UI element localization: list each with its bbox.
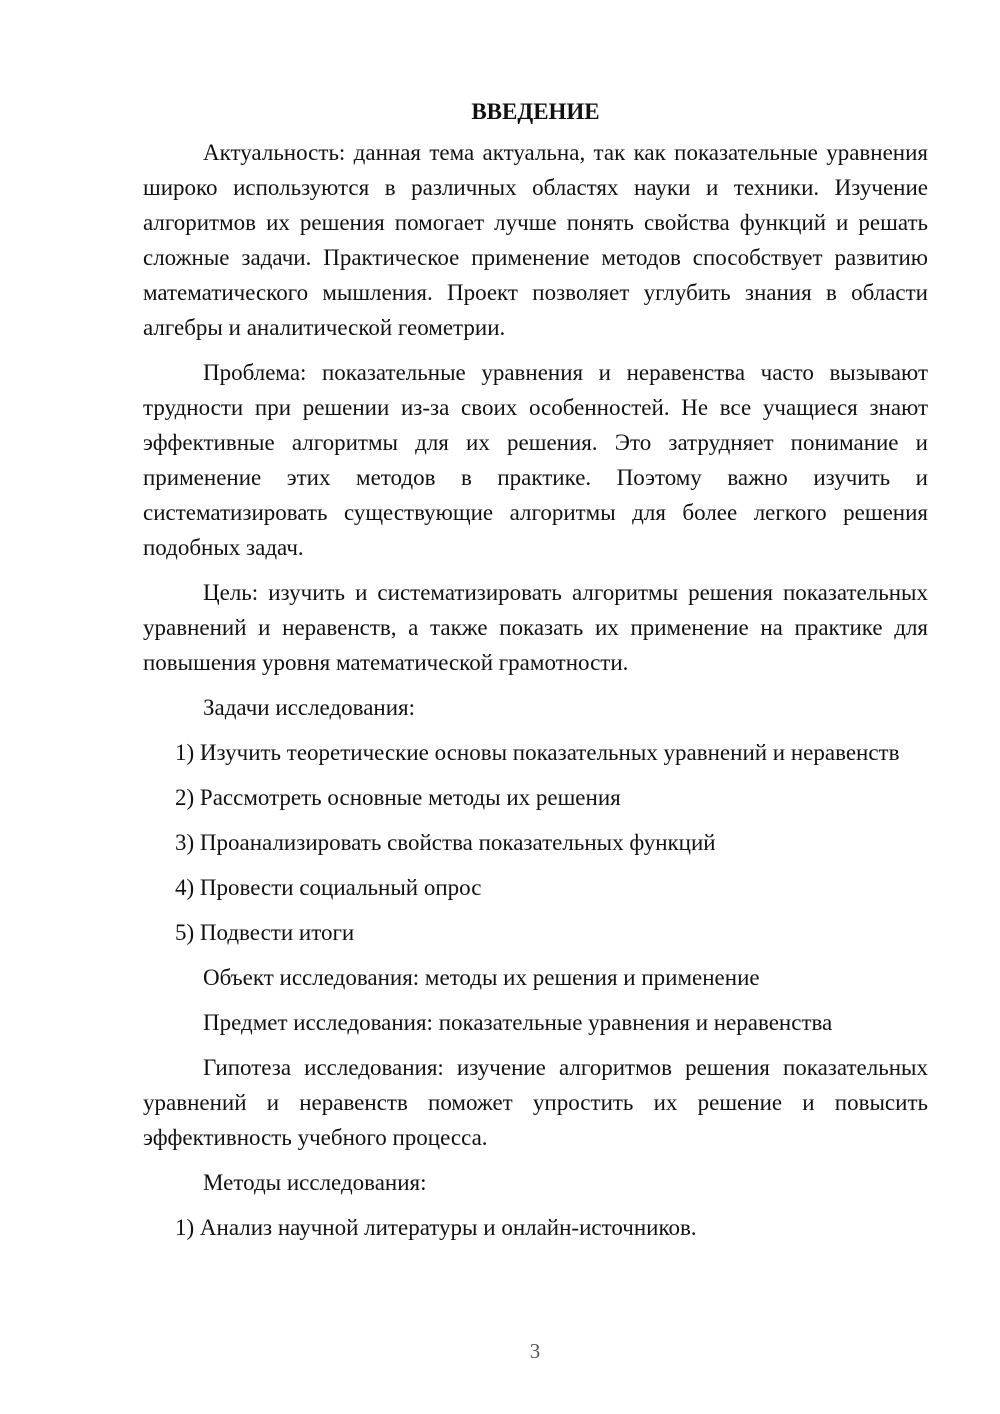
tasks-heading: Задачи исследования: <box>203 695 416 720</box>
task-item-5: 5) Подвести итоги <box>175 920 355 945</box>
subject-line: Предмет исследования: показательные уравнения и неравенства <box>203 1010 833 1035</box>
relevance-paragraph: Актуальность: данная тема актуальна, так как показательные уравнения широко используются в различных областях науки и техники. Изучение алгоритмов их решения помогает лучше понять свойства функций и решать сложные задачи. Практическое применение методов способствует развитию математического мышления. Проект позволяет углубить знания в области алгебры и аналитической геометрии. <box>143 140 928 340</box>
task-item-1: 1) Изучить теоретические основы показательных уравнений и неравенств <box>175 740 900 765</box>
task-item-2: 2) Рассмотреть основные методы их решения <box>175 785 621 810</box>
object-line: Объект исследования: методы их решения и применение <box>203 965 760 990</box>
problem-paragraph: Проблема: показательные уравнения и неравенства часто вызывают трудности при решении из-за своих особенностей. Не все учащиеся знают эффективные алгоритмы для их решения. Это затрудняет понимание и применение этих методов в практике. Поэтому важно изучить и систематизировать существующие алгоритмы для более легкого решения подобных задач. <box>143 360 928 560</box>
page-content <box>143 94 928 1255</box>
method-item-1: 1) Анализ научной литературы и онлайн-источников. <box>175 1215 697 1240</box>
methods-heading: Методы исследования: <box>203 1170 427 1195</box>
task-item-4: 4) Провести социальный опрос <box>175 875 482 900</box>
goal-paragraph: Цель: изучить и систематизировать алгоритмы решения показательных уравнений и неравенств, а также показать их применение на практике для повышения уровня математической грамотности. <box>143 580 928 675</box>
page-number: 3 <box>529 1339 541 1363</box>
hypothesis-paragraph: Гипотеза исследования: изучение алгоритмов решения показательных уравнений и неравенств поможет упростить их решение и повысить эффективность учебного процесса. <box>143 1055 928 1150</box>
page-title: ВВЕДЕНИЕ <box>471 99 600 124</box>
task-item-3: 3) Проанализировать свойства показательных функций <box>175 830 716 855</box>
